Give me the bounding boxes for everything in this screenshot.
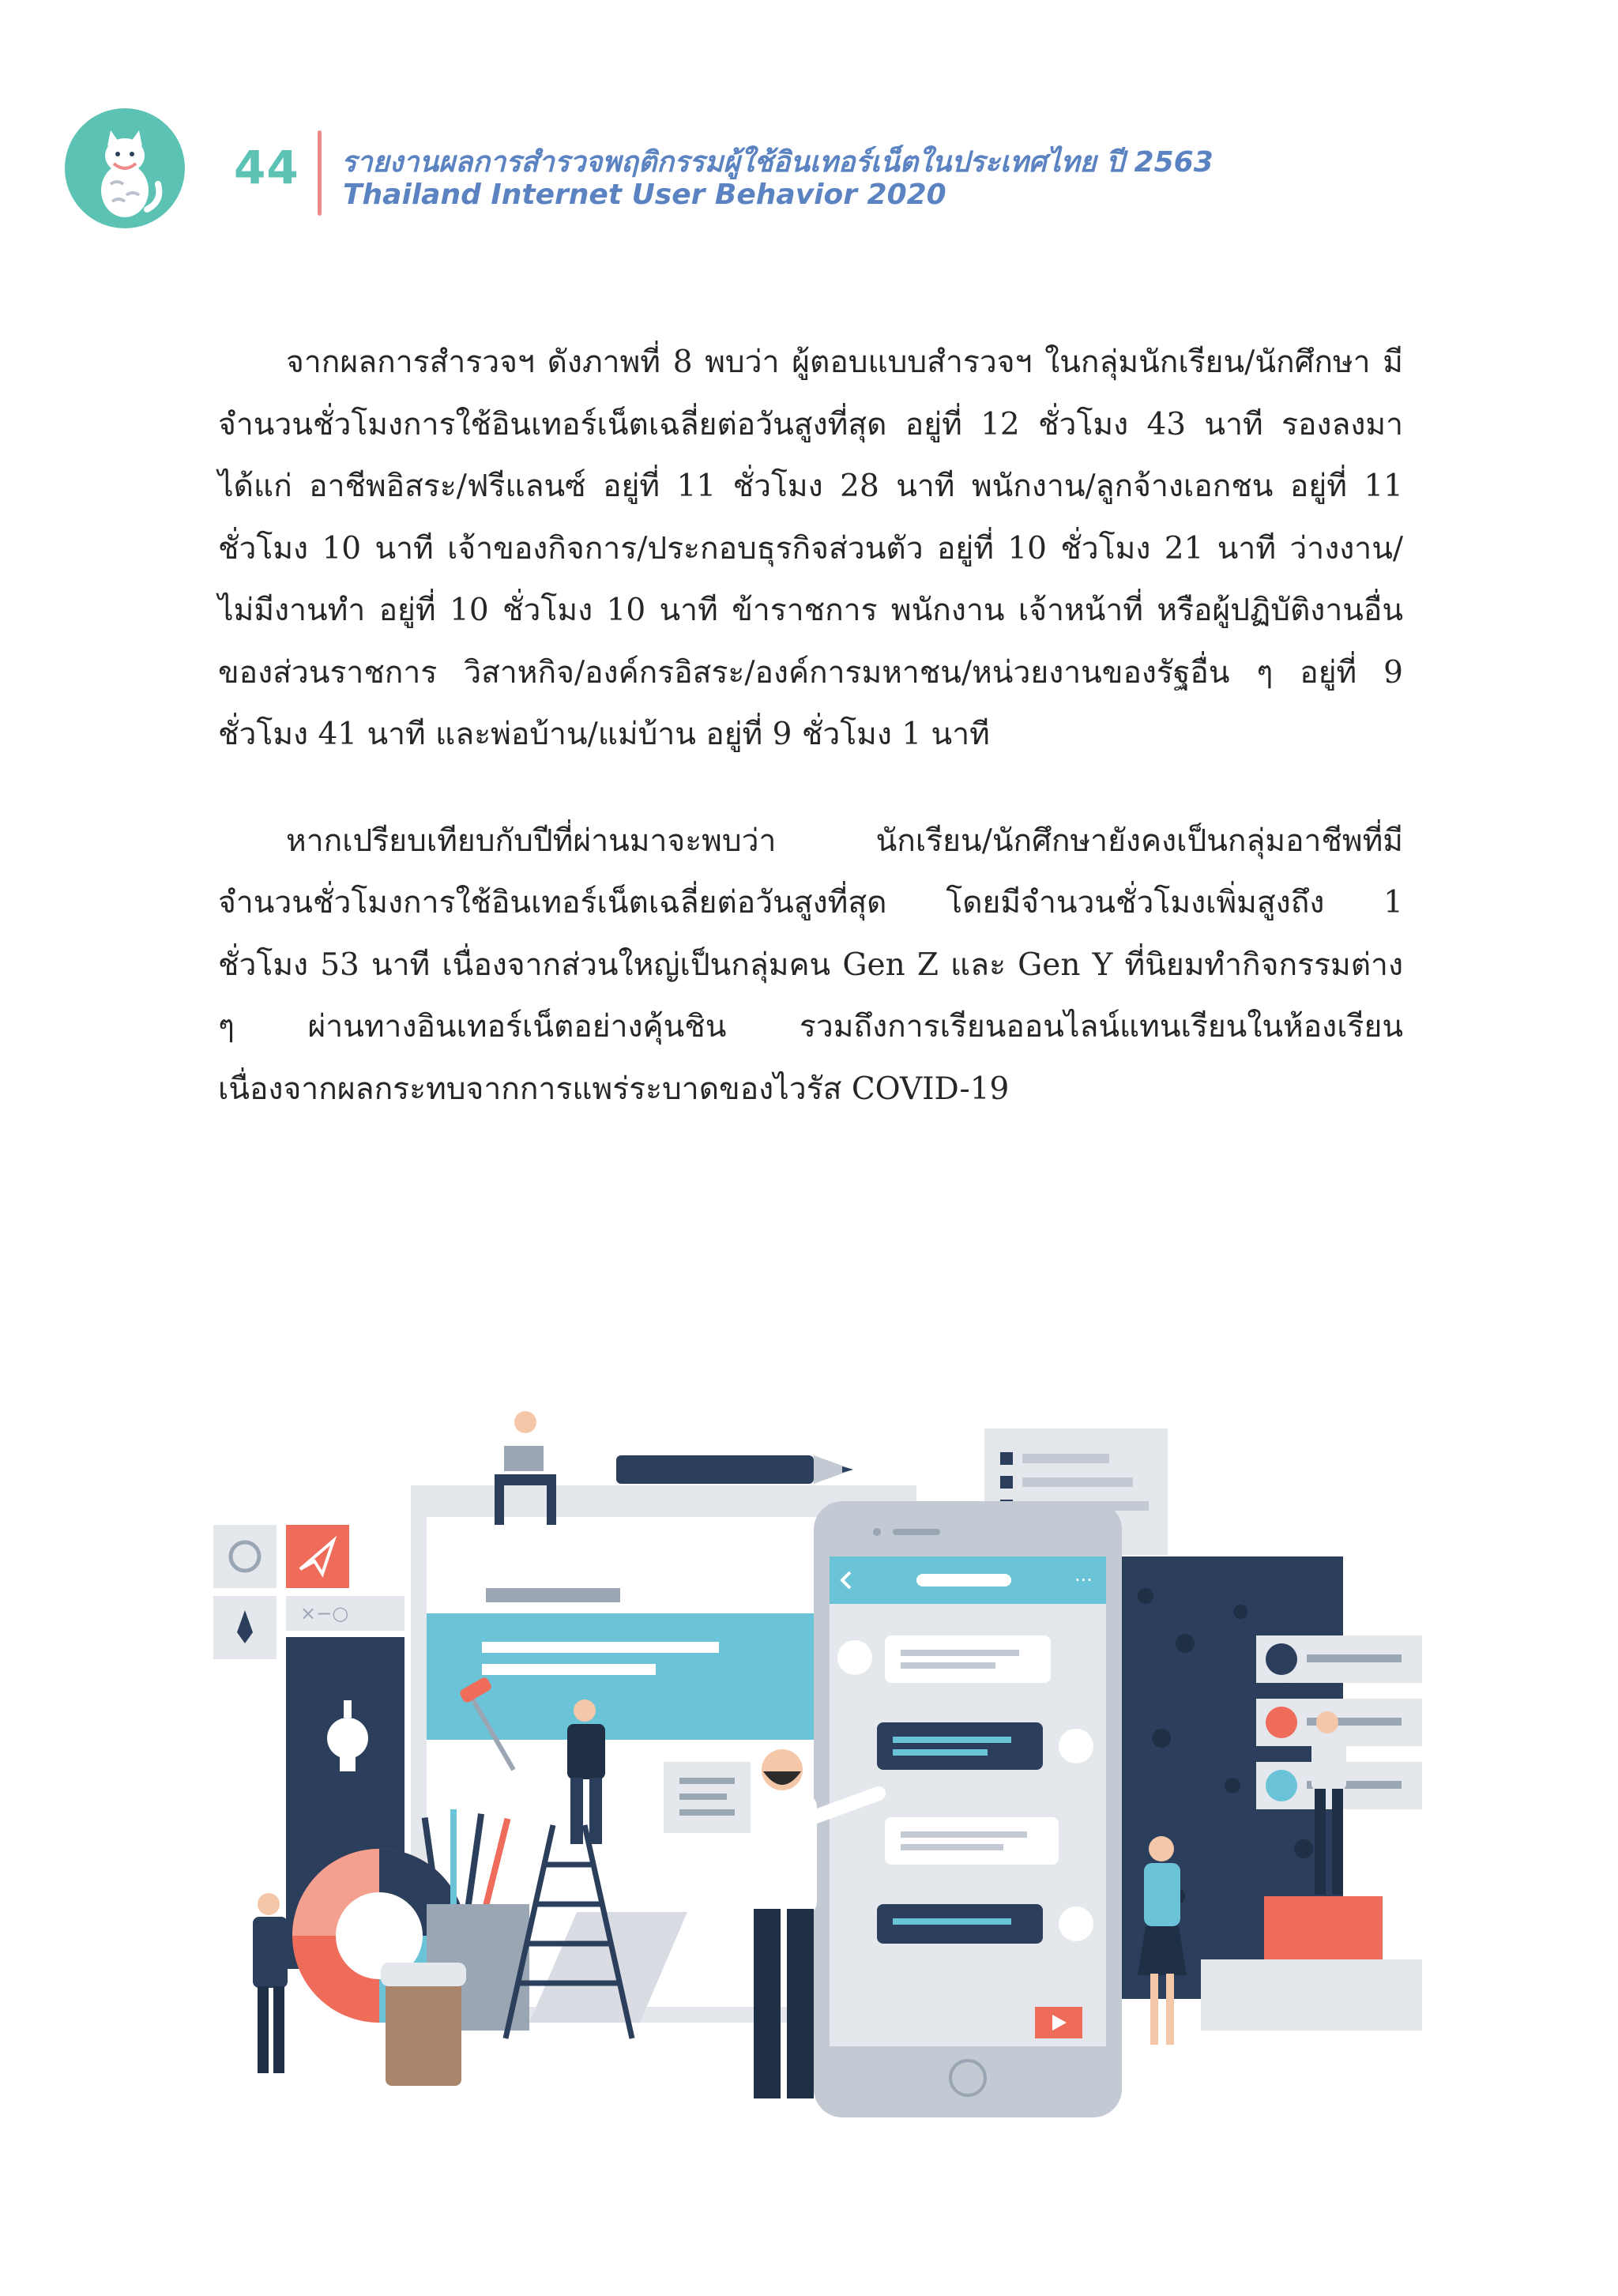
more-dots-icon: ··· bbox=[1074, 1569, 1093, 1591]
light-bulb-icon bbox=[327, 1718, 368, 1759]
avatar-icon bbox=[1059, 1906, 1093, 1941]
avatar-icon bbox=[1059, 1729, 1093, 1763]
report-title-thai: รายงานผลการสำรวจพฤติกรรมผู้ใช้อินเทอร์เน็ตในประเทศไทย ปี 2563 bbox=[341, 146, 1214, 179]
online-work-illustration bbox=[213, 1406, 1446, 2133]
avatar-icon bbox=[837, 1640, 872, 1675]
page-header bbox=[0, 0, 1618, 261]
smartphone bbox=[814, 1501, 1122, 2117]
person-standing-left bbox=[253, 1893, 288, 2073]
paragraph-usage-by-occupation: จากผลการสำรวจฯ ดังภาพที่ 8 พบว่า ผู้ตอบแบบสำรวจฯ ในกลุ่มนักเรียน/นักศึกษา มีจำนวนชั่วโมงการใช้อินเทอร์เน็ตเฉลี่ยต่อวันสูงที่สุด อยู่ที่ 12 ชั่วโมง 43 นาที รองลงมา ได้แก่ อาชีพอิสระ/ฟรีแลนซ์ อยู่ที่ 11 ชั่วโมง 28 นาที พนักงาน/ลูกจ้างเอกชน อยู่ที่ 11 ชั่วโมง 10 นาที เจ้าของกิจการ/ประกอบธุรกิจส่วนตัว อยู่ที่ 10 ชั่วโมง 21 นาที ว่างงาน/ไม่มีงานทำ อยู่ที่ 10 ชั่วโมง 10 นาที ข้าราชการ พนักงาน เจ้าหน้าที่ หรือผู้ปฏิบัติงานอื่นของส่วนราชการ วิสาหกิจ/องค์กรอิสระ/องค์การมหาชน/หน่วยงานของรัฐอื่น ๆ อยู่ที่ 9 ชั่วโมง 41 นาที และพ่อบ้าน/แม่บ้าน อยู่ที่ 9 ชั่วโมง 1 นาที bbox=[218, 344, 1403, 752]
body-text bbox=[218, 332, 1403, 1120]
cat-mascot-icon bbox=[65, 108, 185, 228]
person-woman-tablet bbox=[1138, 1836, 1187, 2045]
report-title-english: Thailand Internet User Behavior 2020 bbox=[343, 179, 946, 211]
page-number: 44 bbox=[234, 141, 299, 194]
header-divider bbox=[318, 130, 322, 216]
pencil bbox=[616, 1455, 853, 1484]
paragraph-year-comparison: หากเปรียบเทียบกับปีที่ผ่านมาจะพบว่า นักเรียน/นักศึกษายังคงเป็นกลุ่มอาชีพที่มีจำนวนชั่วโมงการใช้อินเทอร์เน็ตเฉลี่ยต่อวันสูงที่สุด โดยมีจำนวนชั่วโมงเพิ่มสูงถึง 1 ชั่วโมง 53 นาที เนื่องจากส่วนใหญ่เป็นกลุ่มคน Gen Z และ Gen Y ที่นิยมทำกิจกรรมต่าง ๆ ผ่านทางอินเทอร์เน็ตอย่างคุ้นชิน รวมถึงการเรียนออนไลน์แทนเรียนในห้องเรียน เนื่องจากผลกระทบจากการแพร่ระบาดของไวรัส COVID-19 bbox=[218, 822, 1403, 1107]
svg-text:×−○: ×−○ bbox=[300, 1602, 349, 1624]
